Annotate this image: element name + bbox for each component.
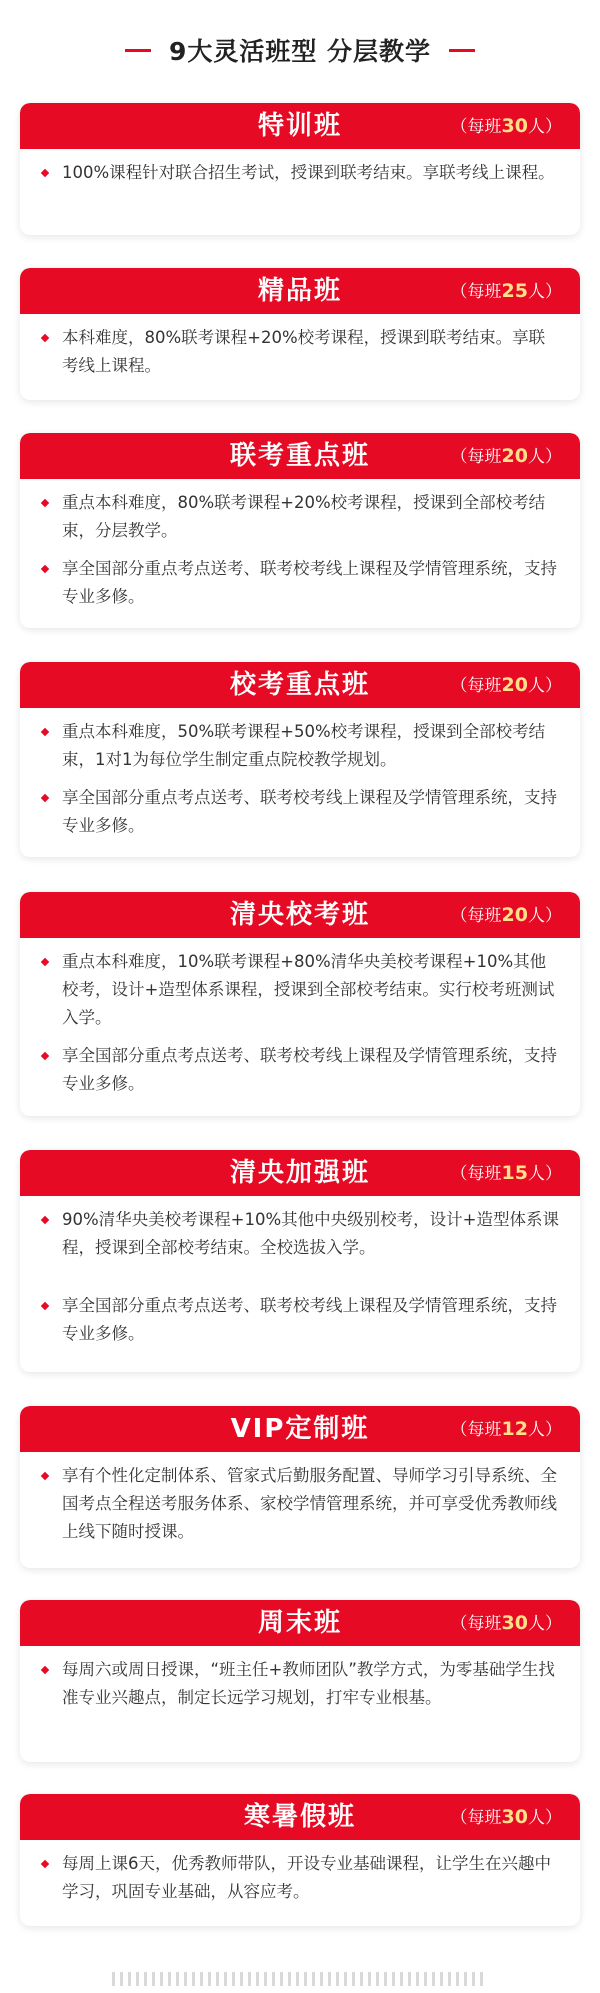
bullet-text: 享全国部分重点考点送考、联考校考线上课程及学情管理系统，支持专业多修。	[62, 788, 557, 835]
quota-prefix: （每班	[450, 447, 502, 467]
diamond-bullet-icon	[41, 334, 49, 342]
list-item	[42, 948, 560, 1032]
quota-prefix: （每班	[450, 676, 502, 696]
class-name: 清央加强班	[229, 1158, 370, 1188]
list-item	[42, 1292, 560, 1348]
quota-prefix: （每班	[450, 1808, 502, 1828]
class-name: 联考重点班	[229, 441, 370, 471]
quota-prefix: （每班	[450, 906, 502, 926]
list-item	[42, 489, 560, 545]
card-header	[20, 1794, 580, 1840]
class-card-xiaokao-zhongdian	[20, 662, 580, 857]
list-item	[42, 1206, 560, 1262]
card-header	[20, 892, 580, 938]
quota-prefix: （每班	[450, 1614, 502, 1634]
list-item	[42, 555, 560, 611]
bullet-text: 每周上课6天，优秀教师带队，开设专业基础课程，让学生在兴趣中学习，巩固专业基础，从容应考。	[62, 1854, 551, 1901]
diamond-bullet-icon	[41, 728, 49, 736]
diamond-bullet-icon	[41, 1302, 49, 1310]
class-card-vip	[20, 1406, 580, 1568]
quota-number: 30	[501, 1612, 528, 1634]
quota-suffix: 人）	[528, 282, 562, 302]
list-item	[42, 1462, 560, 1546]
quota-suffix: 人）	[528, 1164, 562, 1184]
list-item	[42, 718, 560, 774]
quota-number: 30	[501, 115, 528, 137]
card-header	[20, 103, 580, 149]
bullet-text: 重点本科难度，80%联考课程+20%校考课程，授课到全部校考结束，分层教学。	[62, 493, 546, 540]
quota-number: 15	[501, 1162, 528, 1184]
class-quota	[451, 103, 562, 149]
card-header	[20, 433, 580, 479]
quota-number: 20	[501, 445, 528, 467]
bullet-text: 100%课程针对联合招生考试，授课到联考结束。享联考线上课程。	[62, 163, 555, 182]
card-header	[20, 662, 580, 708]
class-card-liankao-zhongdian	[20, 433, 580, 628]
class-quota	[451, 1150, 562, 1196]
diamond-bullet-icon	[41, 1666, 49, 1674]
bullet-text: 本科难度，80%联考课程+20%校考课程，授课到联考结束。享联考线上课程。	[62, 328, 546, 375]
class-quota	[451, 892, 562, 938]
bullet-text: 享全国部分重点考点送考、联考校考线上课程及学情管理系统，支持专业多修。	[62, 559, 557, 606]
diamond-bullet-icon	[41, 1472, 49, 1480]
class-quota	[451, 662, 562, 708]
quota-number: 20	[501, 674, 528, 696]
quota-suffix: 人）	[528, 1420, 562, 1440]
list-item	[42, 784, 560, 840]
class-quota	[451, 1600, 562, 1646]
class-card-qingyang-jiaqiang	[20, 1150, 580, 1372]
quota-prefix: （每班	[450, 117, 502, 137]
quota-number: 20	[501, 904, 528, 926]
quota-suffix: 人）	[528, 906, 562, 926]
class-card-tesun	[20, 103, 580, 235]
bullet-text: 每周六或周日授课，“班主任+教师团队”教学方式，为零基础学生找准专业兴趣点，制定长远学习规划，打牢专业根基。	[62, 1660, 555, 1707]
card-body	[20, 1452, 580, 1564]
list-item	[42, 159, 560, 187]
class-name: 寒暑假班	[243, 1802, 356, 1832]
bullet-text: 重点本科难度，10%联考课程+80%清华央美校考课程+10%其他校考，设计+造型体系课程，授课到全部校考结束。实行校考班测试入学。	[62, 952, 555, 1027]
bullet-text: 重点本科难度，50%联考课程+50%校考课程，授课到全部校考结束，1对1为每位学生制定重点院校教学规划。	[62, 722, 546, 769]
diamond-bullet-icon	[41, 1860, 49, 1868]
class-card-qingyang-xiaokao	[20, 892, 580, 1116]
card-header	[20, 1600, 580, 1646]
footer-divider	[112, 1972, 488, 1986]
card-header	[20, 1150, 580, 1196]
card-header	[20, 1406, 580, 1452]
class-card-zhoumo	[20, 1600, 580, 1762]
diamond-bullet-icon	[41, 1052, 49, 1060]
class-name: VIP定制班	[230, 1414, 370, 1444]
quota-prefix: （每班	[450, 282, 502, 302]
list-item	[42, 324, 560, 380]
quota-number: 30	[501, 1806, 528, 1828]
card-body	[20, 479, 580, 628]
list-item	[42, 1850, 560, 1906]
page-title-text: 9大灵活班型 分层教学	[168, 37, 432, 66]
class-quota	[451, 433, 562, 479]
class-card-hanshujia	[20, 1794, 580, 1926]
card-body	[20, 149, 580, 205]
card-body	[20, 708, 580, 857]
title-left-dash	[125, 49, 151, 52]
card-body	[20, 938, 580, 1116]
diamond-bullet-icon	[41, 565, 49, 573]
class-name: 特训班	[257, 111, 342, 141]
class-card-jingpin	[20, 268, 580, 400]
diamond-bullet-icon	[41, 958, 49, 966]
card-body	[20, 314, 580, 398]
bullet-text: 90%清华央美校考课程+10%其他中央级别校考，设计+造型体系课程，授课到全部校考结束。全校选拔入学。	[62, 1210, 559, 1257]
quota-suffix: 人）	[528, 1614, 562, 1634]
quota-suffix: 人）	[528, 117, 562, 137]
class-name: 清央校考班	[229, 900, 370, 930]
quota-number: 25	[501, 280, 528, 302]
quota-number: 12	[501, 1418, 528, 1440]
quota-prefix: （每班	[450, 1164, 502, 1184]
class-quota	[451, 1406, 562, 1452]
diamond-bullet-icon	[41, 499, 49, 507]
card-body	[20, 1646, 580, 1730]
card-body	[20, 1196, 580, 1366]
bullet-text: 享有个性化定制体系、管家式后勤服务配置、导师学习引导系统、全国考点全程送考服务体系、家校学情管理系统，并可享受优秀教师线上线下随时授课。	[62, 1466, 557, 1541]
diamond-bullet-icon	[41, 1216, 49, 1224]
quota-suffix: 人）	[528, 676, 562, 696]
quota-suffix: 人）	[528, 1808, 562, 1828]
card-header	[20, 268, 580, 314]
class-name: 周末班	[257, 1608, 342, 1638]
diamond-bullet-icon	[41, 794, 49, 802]
diamond-bullet-icon	[41, 169, 49, 177]
quota-suffix: 人）	[528, 447, 562, 467]
card-body	[20, 1840, 580, 1924]
list-item	[42, 1042, 560, 1098]
list-item	[42, 1656, 560, 1712]
class-name: 精品班	[257, 276, 342, 306]
page-title	[0, 30, 600, 70]
quota-prefix: （每班	[450, 1420, 502, 1440]
class-quota	[451, 268, 562, 314]
bullet-text: 享全国部分重点考点送考、联考校考线上课程及学情管理系统，支持专业多修。	[62, 1296, 557, 1343]
bullet-text: 享全国部分重点考点送考、联考校考线上课程及学情管理系统，支持专业多修。	[62, 1046, 557, 1093]
class-name: 校考重点班	[229, 670, 370, 700]
class-quota	[451, 1794, 562, 1840]
title-right-dash	[449, 49, 475, 52]
